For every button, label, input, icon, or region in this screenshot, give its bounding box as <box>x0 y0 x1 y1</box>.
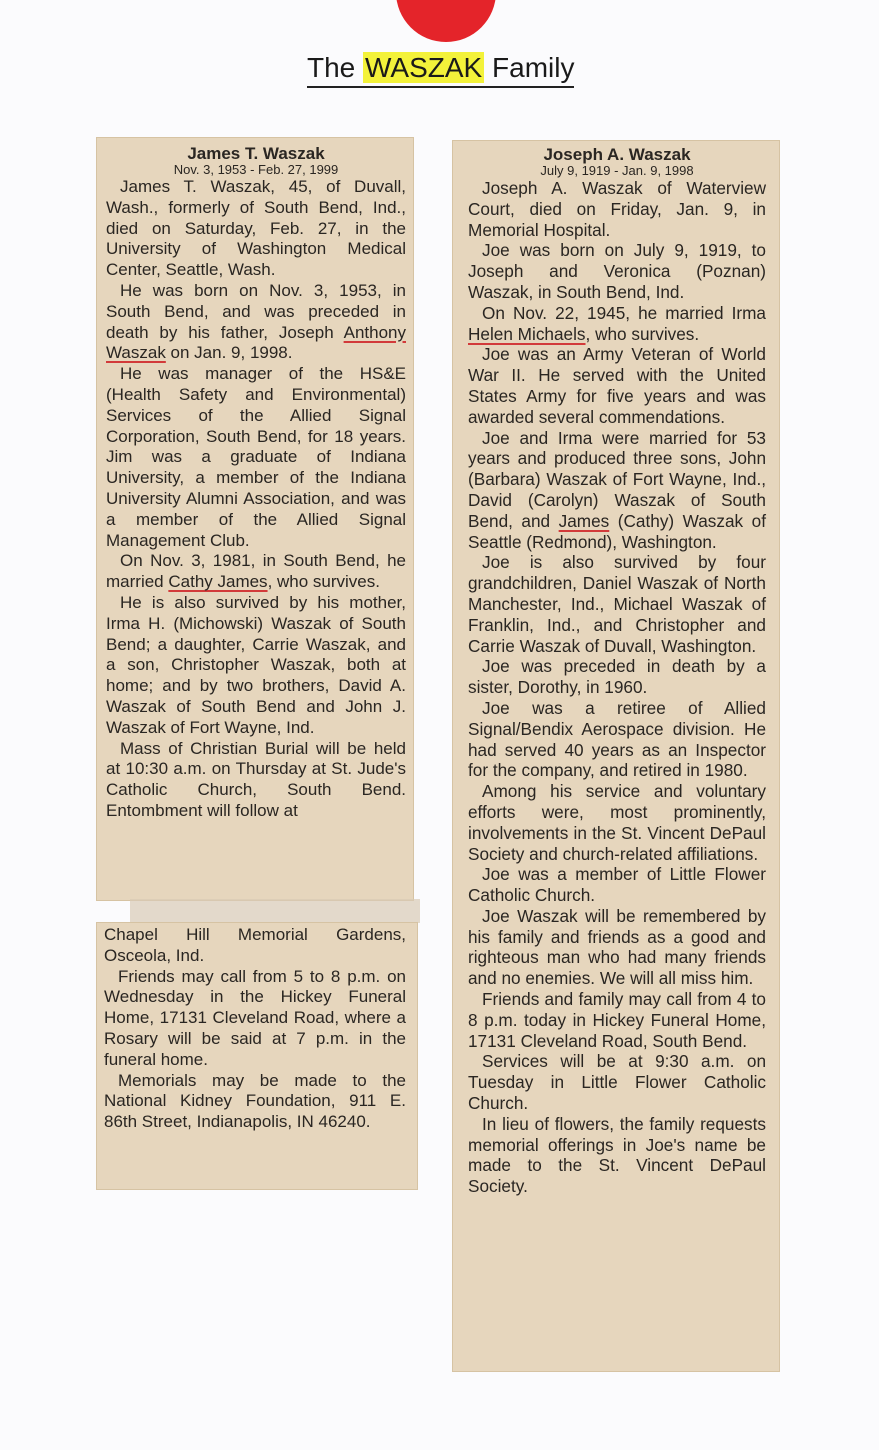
obituary-name: James T. Waszak <box>187 144 325 163</box>
underlined-name: Anthony Waszak <box>106 322 406 363</box>
paragraph: Chapel Hill Memorial Gardens, Osceola, Ind. <box>104 925 406 965</box>
paragraph: In lieu of flowers, the family requests memorial offerings in Joe's name be made to the St. Vincent DePaul Society. <box>468 1113 766 1197</box>
paragraph: Mass of Christian Burial will be held at 10:30 a.m. on Thursday at St. Jude's Catholic Church, South Bend. Entombment will follow at <box>106 738 406 820</box>
paragraph: He was manager of the HS&E (Health Safety and Environmental) Services of the Allied Signal Corporation, South Bend, for 18 years. Jim was a graduate of Indiana University, a member of the Indiana University Alumni Association, and was a member of the Allied Signal Management Club. <box>106 364 406 550</box>
paragraph: Services will be at 9:30 a.m. on Tuesday in Little Flower Catholic Church. <box>468 1051 766 1114</box>
title-highlight: WASZAK <box>365 52 483 83</box>
paragraph: On Nov. 22, 1945, he married Irma Helen Michaels, who survives. <box>468 302 766 344</box>
obituary-header <box>106 145 406 177</box>
underlined-name: Helen Michaels <box>468 323 586 344</box>
paragraph: Joe was a retiree of Allied Signal/Bendix Aerospace division. He had served 40 years as an Inspector for the company, and retired in 1980. <box>468 697 766 781</box>
paragraph: Joe was preceded in death by a sister, Dorothy, in 1960. <box>468 656 766 698</box>
paragraph: Joe was a member of Little Flower Catholic Church. <box>468 864 766 906</box>
obituary-header <box>468 146 766 178</box>
paragraph: James T. Waszak, 45, of Duvall, Wash., formerly of South Bend, Ind., died on Saturday, Feb. 27, in the University of Washington Medical Center, Seattle, Wash. <box>106 177 406 280</box>
obituary-name: Joseph A. Waszak <box>543 145 691 164</box>
underlined-name: James <box>558 510 610 531</box>
obituary-dates: Nov. 3, 1953 - Feb. 27, 1999 <box>173 162 339 177</box>
paragraph: On Nov. 3, 1981, in South Bend, he married Cathy James, who survives. <box>106 551 406 592</box>
paragraph: Joseph A. Waszak of Waterview Court, died on Friday, Jan. 9, in Memorial Hospital. <box>468 178 766 240</box>
paragraph: Among his service and voluntary efforts were, most prominently, involvements in the St. Vincent DePaul Society and church-related affiliations. <box>468 781 766 864</box>
underlined-name: Cathy James <box>168 572 268 592</box>
paragraph: Joe and Irma were married for 53 years and produced three sons, John (Barbara) Waszak of Fort Wayne, Ind., David (Carolyn) Waszak of South Bend, and James (Cathy) Waszak of Seattle (Redmond), Washington. <box>468 427 766 552</box>
paragraph: Joe was born on July 9, 1919, to Joseph and Veronica (Poznan) Waszak, in South Bend, Ind. <box>468 240 766 302</box>
obituary-james-continuation <box>96 922 418 1190</box>
paragraph: Friends and family may call from 4 to 8 p.m. today in Hickey Funeral Home, 17131 Cleveland Road, South Bend. <box>468 989 766 1051</box>
paragraph: Joe was an Army Veteran of World War II. He served with the United States Army for five years and was awarded several commendations. <box>468 344 766 427</box>
paragraph: Memorials may be made to the National Kidney Foundation, 911 E. 86th Street, Indianapolis, IN 46240. <box>104 1070 406 1132</box>
tape-strip <box>130 899 420 923</box>
paragraph: He was born on Nov. 3, 1953, in South Bend, and was preceded in death by his father, Joseph Anthony Waszak on Jan. 9, 1998. <box>106 280 406 363</box>
obituary-james-clipping <box>96 137 414 901</box>
paragraph: Joe is also survived by four grandchildren, Daniel Waszak of North Manchester, Ind., Michael Waszak of Franklin, Ind., and Christopher and Carrie Waszak of Duvall, Washington. <box>468 552 766 656</box>
red-shape <box>396 0 496 42</box>
paragraph: Friends may call from 5 to 8 p.m. on Wednesday in the Hickey Funeral Home, 17131 Cleveland Road, where a Rosary will be said at 7 p.m. in the funeral home. <box>104 966 406 1069</box>
paragraph: He is also survived by his mother, Irma H. (Michowski) Waszak of South Bend; a daughter, Carrie Waszak, and a son, Christopher Waszak, both at home; and by two brothers, David A. Waszak of South Bend and John J. Waszak of Fort Wayne, Ind. <box>106 592 406 737</box>
obituary-joseph-clipping <box>452 140 780 1372</box>
title-suffix: Family <box>484 52 575 83</box>
paragraph: Joe Waszak will be remembered by his family and friends as a good and righteous man who had many friends and no enemies. We will all miss him. <box>468 905 766 989</box>
title-prefix: The <box>307 52 364 83</box>
page-title <box>307 50 574 88</box>
obituary-dates: July 9, 1919 - Jan. 9, 1998 <box>540 163 694 178</box>
